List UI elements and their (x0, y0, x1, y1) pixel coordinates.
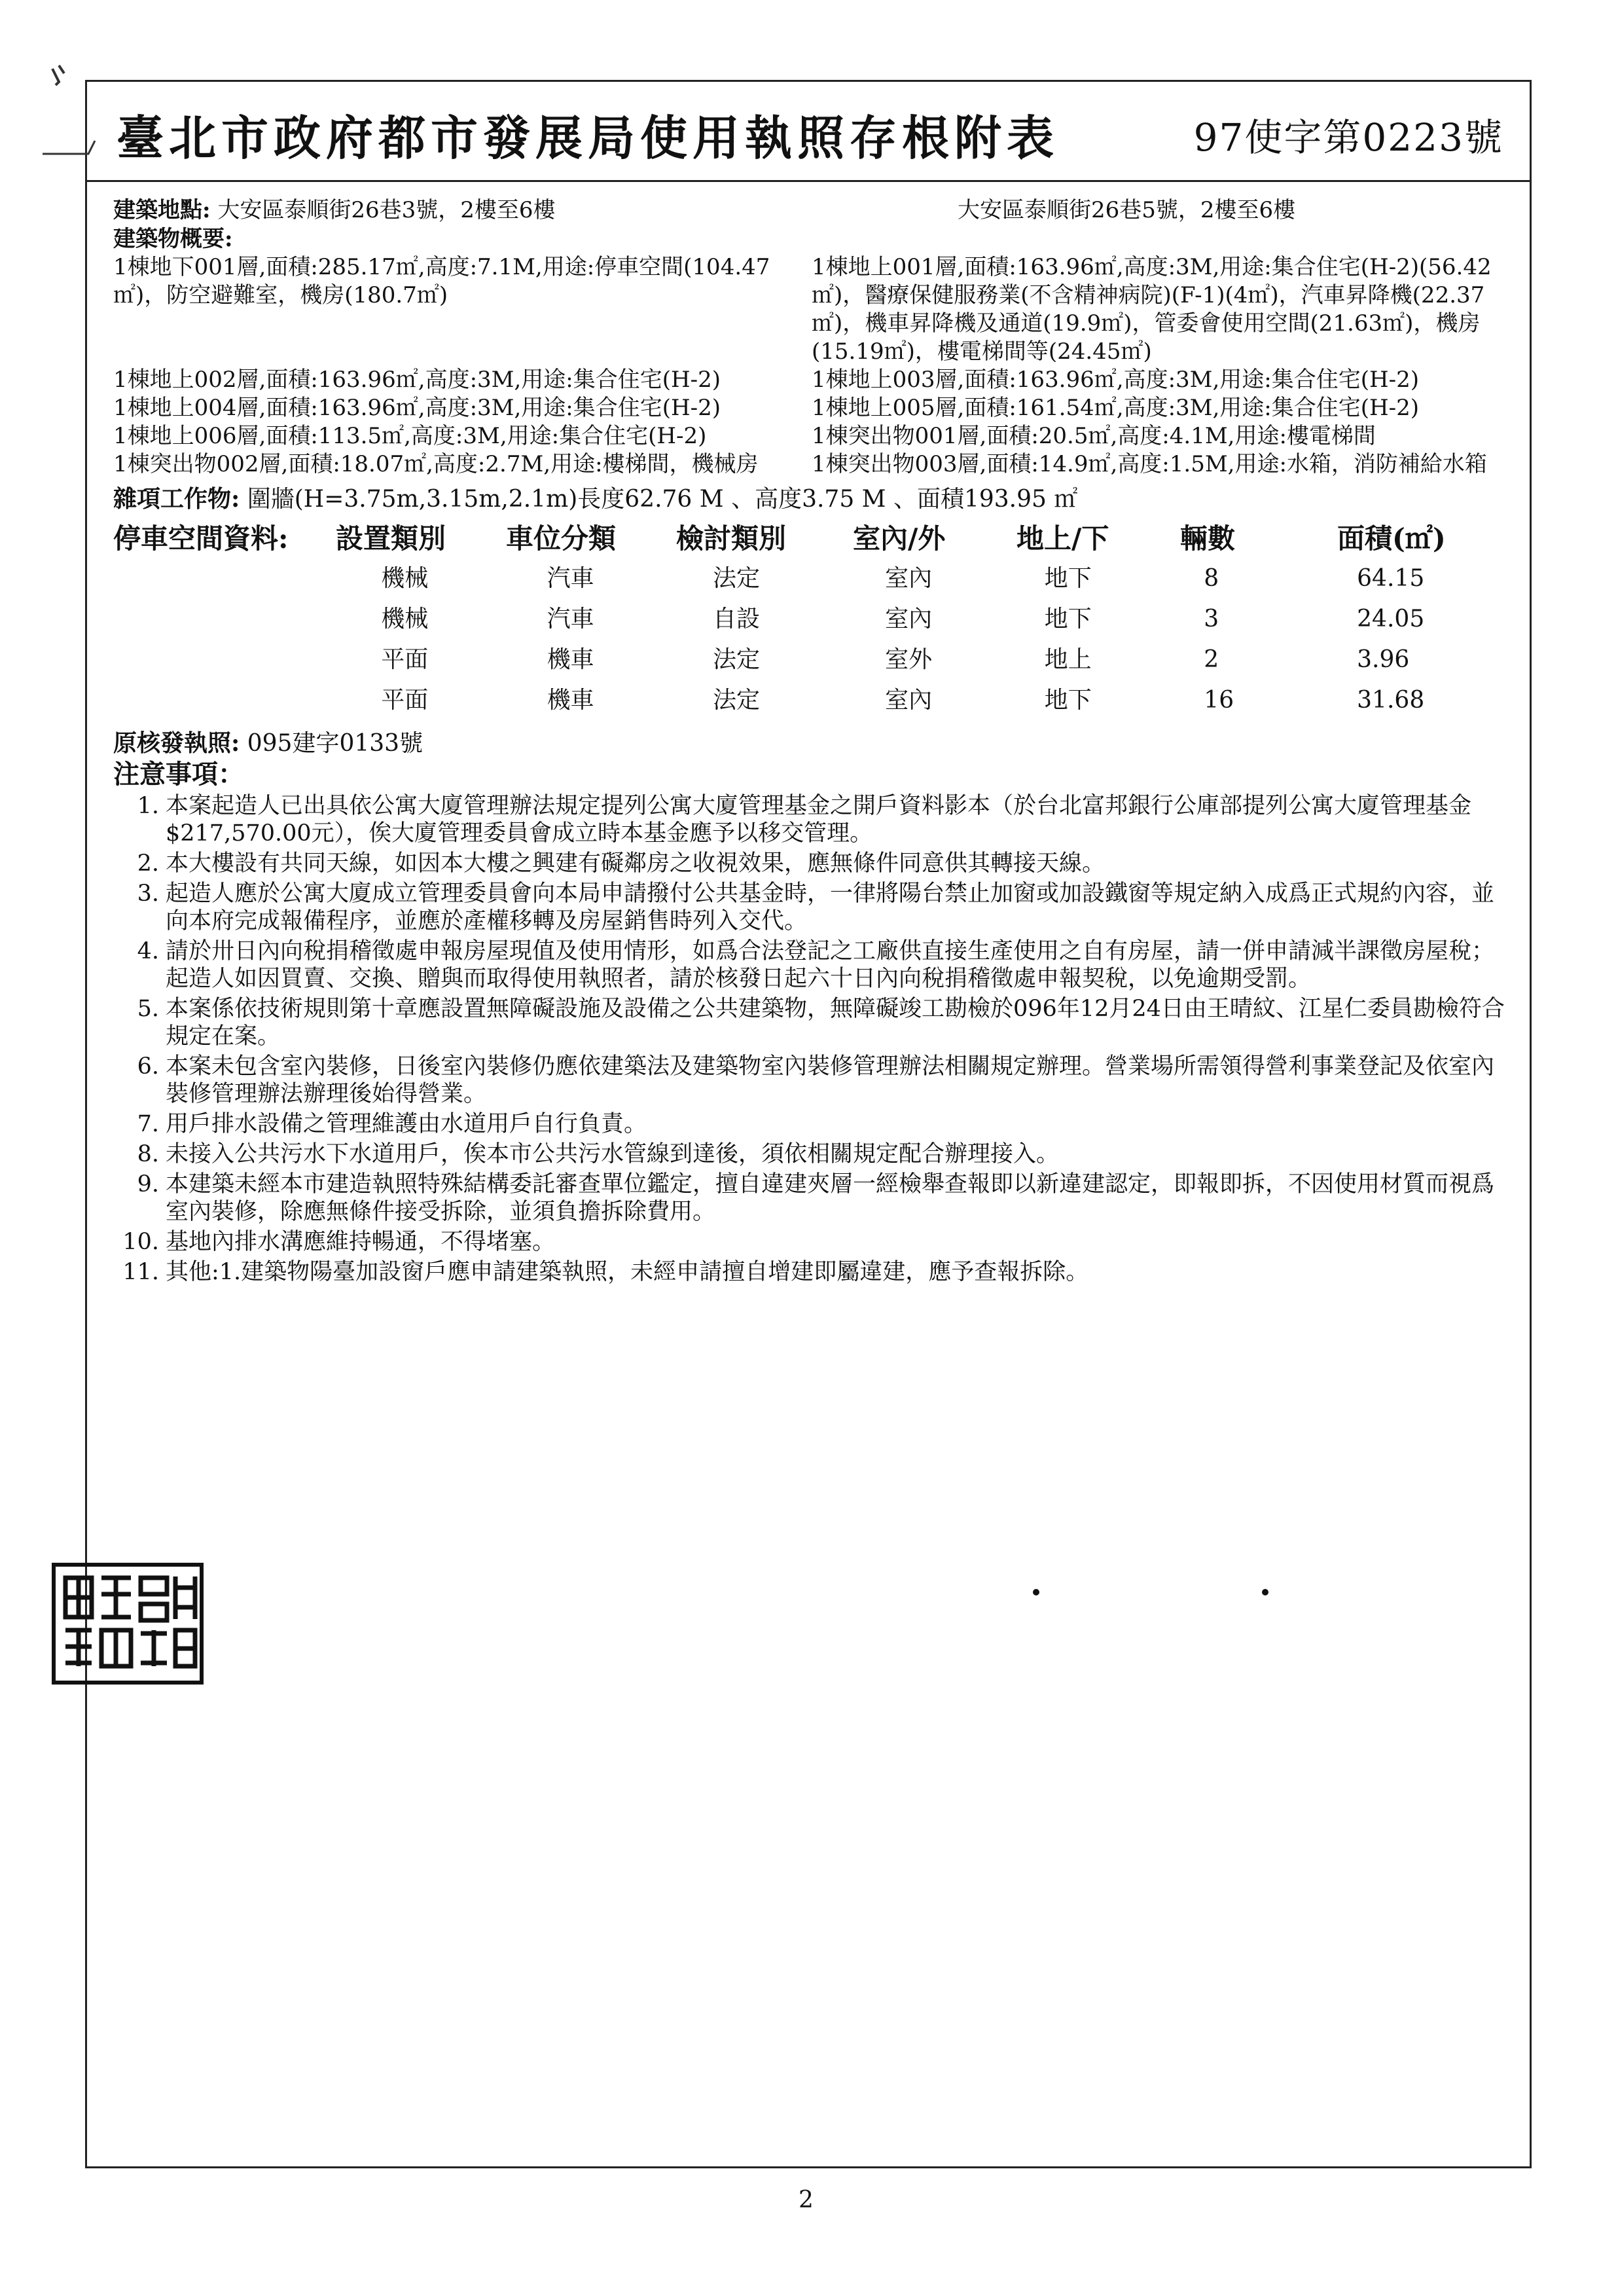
note-item (113, 938, 1510, 993)
parking-cell: 64.15 (1357, 564, 1425, 592)
note-text: 用戶排水設備之管理維護由水道用戶自行負責。 (166, 1111, 647, 1137)
title-row (87, 82, 1530, 182)
note-number: 6. (137, 1053, 159, 1080)
parking-cell: 汽車 (547, 564, 594, 592)
overview-row-1 (113, 253, 1510, 366)
overview-row-3 (113, 394, 1510, 422)
ink-dot (1033, 1589, 1039, 1595)
parking-col-header: 室內/外 (853, 522, 946, 555)
parking-cell: 法定 (712, 686, 760, 714)
parking-col-header: 設置類別 (336, 522, 446, 555)
note-number: 7. (137, 1111, 159, 1137)
overview-left: 1棟突出物002層,面積:18.07㎡,高度:2.7M,用途:樓梯間，機械房 (113, 451, 759, 477)
note-item (113, 1228, 1510, 1256)
note-number: 3. (137, 881, 159, 907)
parking-col-header: 輛數 (1180, 522, 1236, 555)
note-item (113, 792, 1510, 847)
parking-col-header: 檢討類別 (676, 522, 787, 555)
page-title: 臺北市政府都市發展局使用執照存根附表 (117, 110, 1060, 166)
document-frame (85, 80, 1532, 2168)
note-number: 10. (122, 1229, 159, 1255)
overview-label: 建築物概要: (113, 226, 233, 252)
parking-cell: 地下 (1044, 564, 1092, 592)
parking-cell: 室外 (885, 646, 933, 673)
note-item (113, 1258, 1510, 1286)
misc-value: 圍牆(H=3.75m,3.15m,2.1m)長度62.76 M 、高度3.75 M 、面積193.95 ㎡ (247, 486, 1078, 513)
ink-dot (1262, 1589, 1268, 1595)
note-item (113, 1053, 1510, 1108)
parking-header (113, 519, 1510, 558)
overview-left: 1棟地上002層,面積:163.96㎡,高度:3M,用途:集合住宅(H-2) (113, 367, 721, 393)
parking-row (113, 558, 1510, 598)
overview-right: 1棟突出物001層,面積:20.5㎡,高度:4.1M,用途:樓電梯間 (812, 423, 1376, 449)
note-number: 9. (137, 1171, 159, 1197)
note-number: 4. (137, 938, 159, 964)
parking-row (113, 680, 1510, 720)
note-item (113, 1110, 1510, 1138)
location-right: 大安區泰順街26巷5號，2樓至6樓 (958, 197, 1296, 223)
note-text: 本案未包含室內裝修，日後室內裝修仍應依建築法及建築物室內裝修管理辦法相關規定辦理。營業場所需領得營利事業登記及依室內裝修管理辦法辦理後始得營業。 (166, 1053, 1495, 1107)
parking-cell: 法定 (712, 646, 760, 673)
parking-cell: 機車 (547, 686, 594, 714)
note-text: 本案起造人已出具依公寓大廈管理辦法規定提列公寓大廈管理基金之開戶資料影本（於台北富邦銀行公庫部提列公寓大廈管理基金$217,570.00元），俟大廈管理委員會成立時本基金應予以移交管理。 (166, 793, 1472, 847)
parking-cell: 機械 (381, 564, 429, 592)
content (113, 196, 1510, 1288)
note-number: 8. (137, 1141, 159, 1167)
parking-cell: 地下 (1044, 686, 1092, 714)
note-number: 5. (137, 996, 159, 1022)
parking-col-header: 地上/下 (1016, 522, 1109, 555)
note-text: 本大樓設有共同天線，如因本大樓之興建有礙鄰房之收視效果，應無條件同意供其轉接天線。 (166, 850, 1106, 877)
misc-label: 雜項工作物: (113, 485, 240, 513)
location-left: 大安區泰順街26巷3號，2樓至6樓 (217, 197, 556, 223)
parking-cell: 16 (1204, 686, 1234, 714)
overview-row-2 (113, 366, 1510, 394)
overview-row-4 (113, 422, 1510, 450)
note-number: 1. (137, 793, 159, 819)
parking-cell: 24.05 (1357, 605, 1425, 632)
overview-right: 1棟地上005層,面積:161.54㎡,高度:3M,用途:集合住宅(H-2) (812, 395, 1420, 421)
page-number: 2 (799, 2187, 814, 2214)
note-text: 本建築未經本市建造執照特殊結構委託審查單位鑑定，擅自違建夾層一經檢舉查報即以新違建認定，即報即拆，不因使用材質而視爲室內裝修，除應無條件接受拆除，並須負擔拆除費用。 (166, 1171, 1495, 1225)
misc-works (113, 485, 1510, 513)
license-number: 97使字第0223號 (1193, 115, 1503, 160)
parking-row (113, 598, 1510, 639)
note-item (113, 995, 1510, 1050)
note-text: 請於卅日內向稅捐稽徵處申報房屋現值及使用情形，如爲合法登記之工廠供直接生產使用之自有房屋，請一併申請減半課徵房屋稅；起造人如因買賣、交換、贈與而取得使用執照者，請於核發日起六十日內向稅捐稽徵處申報契稅，以免逾期受罰。 (166, 938, 1495, 992)
parking-cell: 自設 (712, 605, 760, 632)
note-text: 未接入公共污水下水道用戶，俟本市公共污水管線到達後，須依相關規定配合辦理接入。 (166, 1141, 1060, 1167)
parking-cell: 室內 (885, 605, 933, 632)
parking-cell: 2 (1204, 646, 1219, 673)
parking-cell: 機車 (547, 646, 594, 673)
note-text: 基地內排水溝應維持暢通，不得堵塞。 (166, 1229, 556, 1255)
parking-cell: 3.96 (1357, 646, 1410, 673)
parking-label: 停車空間資料: (113, 522, 289, 555)
note-item (113, 880, 1510, 935)
note-text: 本案係依技術規則第十章應設置無障礙設施及設備之公共建築物，無障礙竣工勘檢於096年12月24日由王晴紋、江星仁委員勘檢符合規定在案。 (166, 996, 1505, 1049)
parking-cell: 汽車 (547, 605, 594, 632)
original-label: 原核發執照: (113, 729, 240, 757)
note-text: 其他:1.建築物陽臺加設窗戶應申請建築執照，未經申請擅自增建即屬違建，應予查報拆除。 (166, 1259, 1089, 1285)
official-seal-stamp (46, 1558, 209, 1689)
overview-right: 1棟地上003層,面積:163.96㎡,高度:3M,用途:集合住宅(H-2) (812, 367, 1420, 393)
parking-cell: 3 (1204, 605, 1219, 632)
note-text: 起造人應於公寓大廈成立管理委員會向本局申請撥付公共基金時，一律將陽台禁止加窗或加設鐵窗等規定納入成爲正式規約內容，並向本府完成報備程序，並應於產權移轉及房屋銷售時列入交代。 (166, 881, 1495, 934)
scan-artifact (39, 62, 98, 160)
overview-left: 1棟地下001層,面積:285.17㎡,高度:7.1M,用途:停車空間(104.47㎡)，防空避難室，機房(180.7㎡) (113, 254, 770, 308)
note-number: 11. (122, 1259, 159, 1285)
note-number: 2. (137, 850, 159, 877)
overview-row-5 (113, 450, 1510, 479)
parking-col-header: 面積(㎡) (1337, 522, 1446, 555)
notes-list (113, 792, 1510, 1286)
location-row (113, 196, 1510, 225)
parking-col-header: 車位分類 (506, 522, 617, 555)
original-value: 095建字0133號 (247, 730, 423, 757)
parking-cell: 地上 (1044, 646, 1092, 673)
overview-left: 1棟地上006層,面積:113.5㎡,高度:3M,用途:集合住宅(H-2) (113, 423, 707, 449)
parking-cell: 機械 (381, 605, 429, 632)
parking-cell: 平面 (381, 646, 429, 673)
parking-cell: 室內 (885, 686, 933, 714)
location-label: 建築地點: (113, 197, 211, 223)
parking-row (113, 639, 1510, 680)
parking-cell: 31.68 (1357, 686, 1425, 714)
overview-left: 1棟地上004層,面積:163.96㎡,高度:3M,用途:集合住宅(H-2) (113, 395, 721, 421)
overview-right: 1棟突出物003層,面積:14.9㎡,高度:1.5M,用途:水箱，消防補給水箱 (812, 451, 1487, 477)
note-item (113, 850, 1510, 877)
overview-right: 1棟地上001層,面積:163.96㎡,高度:3M,用途:集合住宅(H-2)(56.42㎡)，醫療保健服務業(不含精神病院)(F-1)(4㎡)，汽車昇降機(22.37㎡)，機車昇降機及通道(19.9㎡)，管委會使用空間(21.63㎡)，機房(15.19㎡)，樓電梯間等(24.45㎡) (812, 254, 1492, 365)
parking-cell: 法定 (712, 564, 760, 592)
note-item (113, 1140, 1510, 1168)
parking-cell: 室內 (885, 564, 933, 592)
note-item (113, 1171, 1510, 1226)
parking-cell: 地下 (1044, 605, 1092, 632)
parking-cell: 平面 (381, 686, 429, 714)
parking-cell: 8 (1204, 564, 1219, 592)
notes-title: 注意事項： (113, 759, 244, 790)
original-license (113, 729, 1510, 757)
